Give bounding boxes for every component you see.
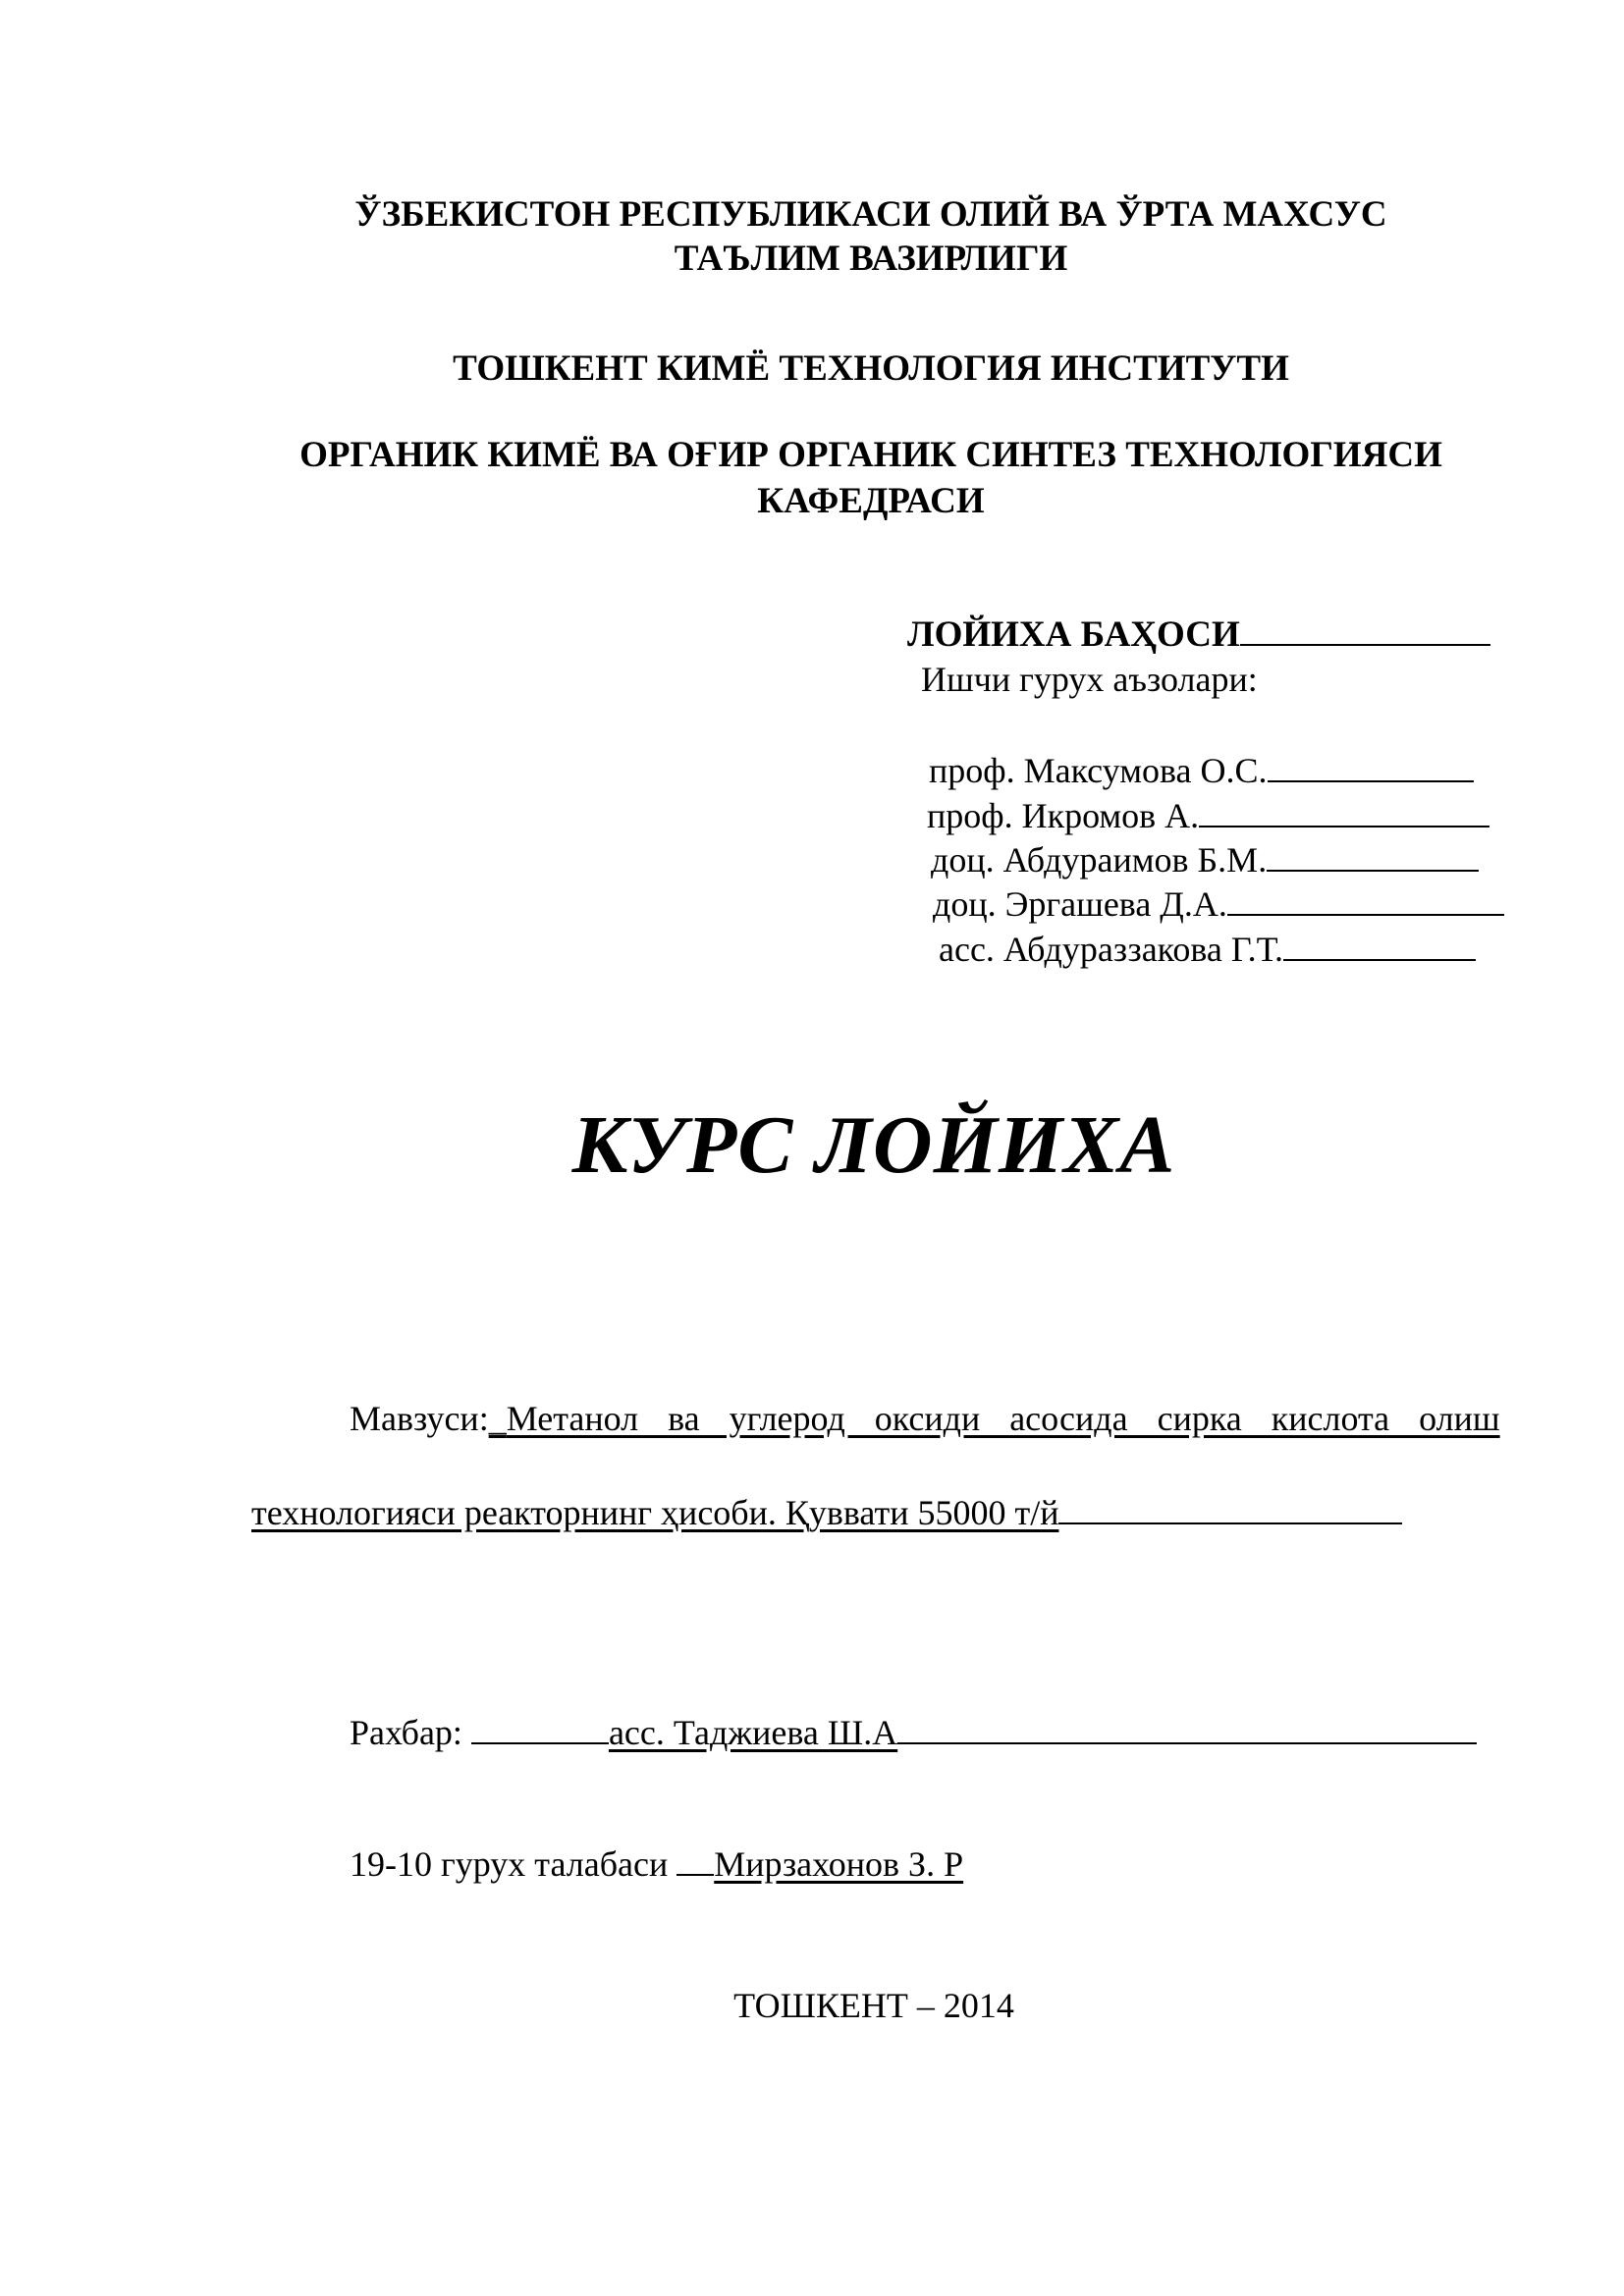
topic-line-2 — [234, 1445, 1402, 1535]
member-row — [921, 881, 1476, 972]
ministry-line-2: ТАЪЛИМ ВАЗИРЛИГИ — [674, 239, 1068, 279]
document-title: КУРС ЛОЙИХА — [571, 1099, 1176, 1191]
member-name: проф. Икромов А. — [927, 796, 1200, 835]
supervisor-name-wrap — [609, 1713, 897, 1752]
topic-text-2 — [251, 1493, 1058, 1532]
member-name: доц. Абдураимов Б.М. — [931, 840, 1268, 880]
topic-blank — [1058, 1489, 1402, 1524]
city-year: ТОШКЕНТ – 2014 — [733, 1986, 1014, 2025]
department-line-2: КАФЕДРАСИ — [757, 481, 985, 521]
topic-value-1: Метанол ва углерод оксиди асосида сирка кислота олиш — [506, 1399, 1500, 1438]
supervisor-name: асс. Таджиева Ш.А — [608, 1713, 898, 1752]
grade-label: ЛОЙИХА БАҲОСИ — [907, 614, 1240, 655]
topic-text-1: _Метанол ва углерод оксиди асосида сирка кислота олиш — [488, 1399, 1500, 1438]
student-row — [332, 1796, 963, 1887]
student-name: Мирзахонов З. Р — [714, 1844, 964, 1884]
supervisor-blank-post — [897, 1709, 1477, 1744]
supervisor-label: Рахбар: — [350, 1713, 462, 1752]
student-name-wrap — [714, 1844, 963, 1884]
group-label: Ишчи гурух аъзолари: — [921, 660, 1258, 699]
topic-line-1 — [332, 1353, 1500, 1441]
institute-name: ТОШКЕНТ КИМЁ ТЕХНОЛОГИЯ ИНСТИТУТИ — [453, 348, 1289, 389]
topic-label: Мавзуси: — [350, 1399, 489, 1438]
topic-value-2: технологияси реакторнинг ҳисоби. Қуввати 55000 т/й — [251, 1493, 1059, 1532]
member-name: доц. Эргашева Д.А. — [933, 884, 1227, 924]
member-name: проф. Максумова О.С. — [929, 751, 1268, 790]
member-name: асс. Абдураззакова Г.Т. — [939, 930, 1283, 969]
signature-blank — [1283, 926, 1476, 961]
grade-row — [907, 611, 1490, 659]
ministry-line-1: ЎЗБЕКИСТОН РЕСПУБЛИКАСИ ОЛИЙ ВА ЎРТА МАХСУС — [354, 194, 1387, 235]
supervisor-row — [332, 1665, 1477, 1755]
department-line-1: ОРГАНИК КИМЁ ВА ОҒИР ОРГАНИК СИНТЕЗ ТЕХНОЛОГИЯСИ — [299, 435, 1442, 475]
supervisor-blank-pre — [471, 1709, 609, 1744]
student-label: 19-10 гурух талабаси — [350, 1844, 669, 1884]
grade-blank — [1240, 611, 1490, 646]
student-blank-pre — [677, 1841, 714, 1876]
